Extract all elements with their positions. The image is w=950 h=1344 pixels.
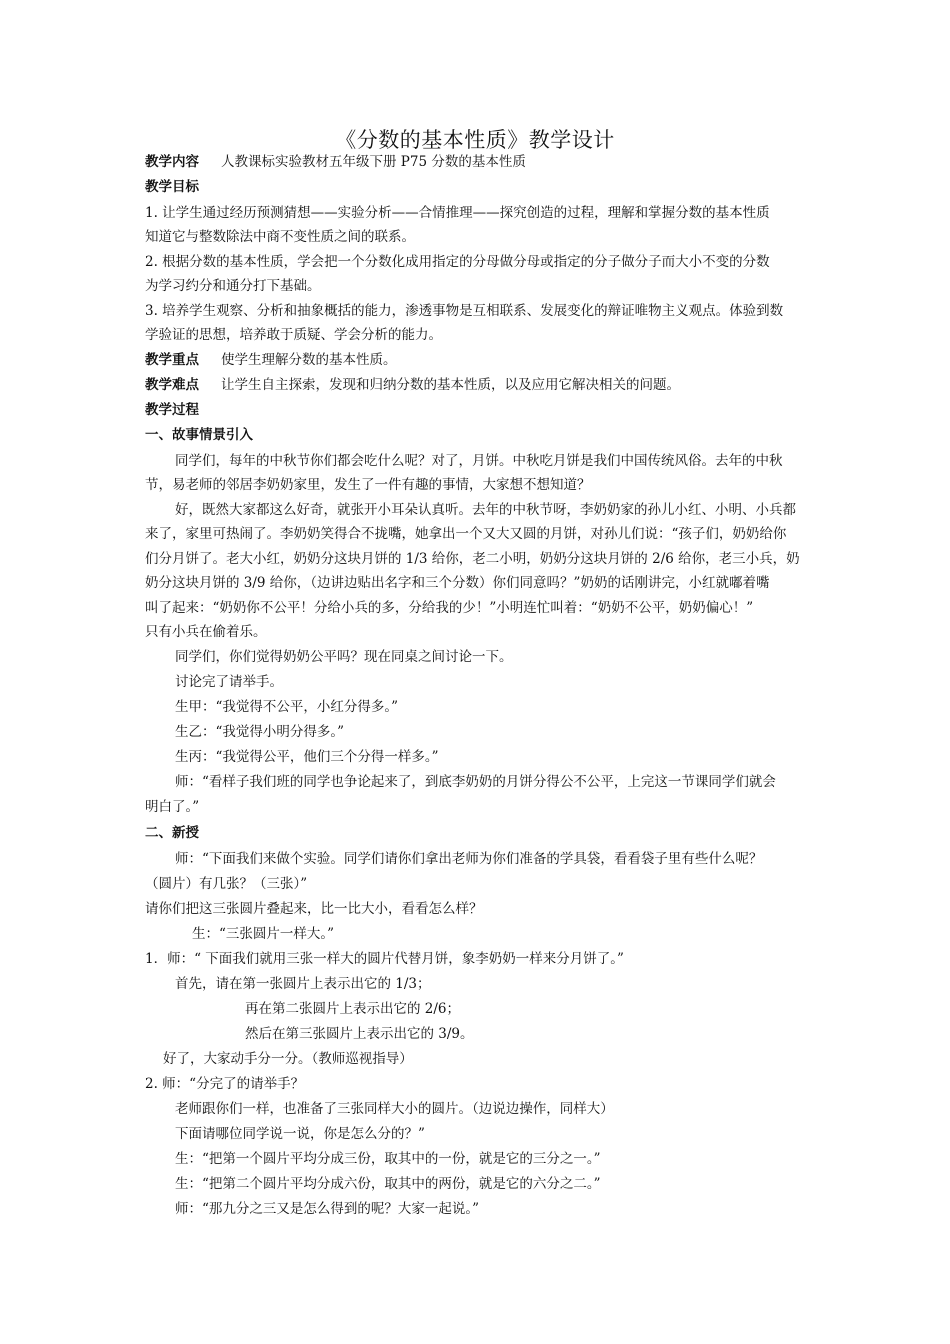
process-heading: 教学过程 bbox=[145, 402, 199, 418]
page-title: 《分数的基本性质》教学设计 bbox=[335, 128, 615, 152]
story-para-2-line-6: 只有小兵在偷着乐。 bbox=[145, 624, 267, 640]
goal-2-line-1: 2. 根据分数的基本性质，学会把一个分数化成用指定的分母做分母或指定的分子做分子而大小不变的分数 bbox=[145, 254, 770, 270]
story-line-11: 生甲：“我觉得不公平，小红分得多。” bbox=[175, 699, 399, 715]
lesson-line-12: 下面请哪位同学说一说，你是怎么分的？” bbox=[175, 1126, 425, 1142]
lesson-line-14: 生：“把第二个圆片平均分成六份，取其中的两份，就是它的六分之二。” bbox=[175, 1176, 601, 1192]
story-para-2-line-1: 好，既然大家都这么好奇，就张开小耳朵认真听。去年的中秋节呀，李奶奶家的孙儿小红、小明、小兵都 bbox=[175, 502, 796, 518]
story-line-13: 生丙：“我觉得公平，他们三个分得一样多。” bbox=[175, 749, 439, 765]
teaching-content-value: 人教课标实验教材五年级下册 P75 分数的基本性质 bbox=[221, 154, 526, 170]
difficulty-label: 教学难点 bbox=[145, 377, 199, 393]
difficulty-value: 让学生自主探索，发现和归纳分数的基本性质，以及应用它解决相关的问题。 bbox=[221, 377, 680, 393]
story-line-12: 生乙：“我觉得小明分得多。” bbox=[175, 724, 345, 740]
lesson-line-9: 好了，大家动手分一分。（教师巡视指导） bbox=[163, 1051, 413, 1067]
section-1-heading: 一、故事情景引入 bbox=[145, 427, 253, 443]
story-para-1-line-2: 节，易老师的邻居李奶奶家里，发生了一件有趣的事情，大家想不想知道？ bbox=[145, 477, 591, 493]
lesson-line-11: 老师跟你们一样，也准备了三张同样大小的圆片。（边说边操作，同样大） bbox=[175, 1101, 614, 1117]
story-para-2-line-2: 来了，家里可热闹了。李奶奶笑得合不拢嘴，她拿出一个又大又圆的月饼，对孙儿们说：“孩子们，奶奶给你 bbox=[145, 526, 787, 542]
section-2-heading: 二、新授 bbox=[145, 825, 199, 841]
goal-1-line-1: 1. 让学生通过经历预测猜想——实验分析——合情推理——探究创造的过程，理解和掌握分数的基本性质 bbox=[145, 205, 770, 221]
lesson-line-6: 首先，请在第一张圆片上表示出它的 1/3； bbox=[175, 976, 431, 992]
teaching-content-label: 教学内容 bbox=[145, 154, 199, 170]
key-point-value: 使学生理解分数的基本性质。 bbox=[221, 352, 397, 368]
story-para-2-line-5: 叫了起来：“奶奶你不公平！分给小兵的多，分给我的少！”小明连忙叫着：“奶奶不公平，奶奶偏心！” bbox=[145, 600, 754, 616]
story-line-9: 同学们，你们觉得奶奶公平吗？现在同桌之间讨论一下。 bbox=[175, 649, 513, 665]
story-line-14: 师：“看样子我们班的同学也争论起来了，到底李奶奶的月饼分得公不公平，上完这一节课同学们就会 bbox=[175, 774, 776, 790]
lesson-line-13: 生：“把第一个圆片平均分成三份，取其中的一份，就是它的三分之一。” bbox=[175, 1151, 601, 1167]
lesson-line-15: 师：“那九分之三又是怎么得到的呢？大家一起说。” bbox=[175, 1201, 480, 1217]
goals-heading: 教学目标 bbox=[145, 179, 199, 195]
key-point-label: 教学重点 bbox=[145, 352, 199, 368]
goal-2-line-2: 为学习约分和通分打下基础。 bbox=[145, 278, 321, 294]
lesson-line-3: 请你们把这三张圆片叠起来，比一比大小，看看怎么样？ bbox=[145, 901, 483, 917]
lesson-line-2: （圆片）有几张？（三张）” bbox=[145, 876, 308, 892]
lesson-line-7: 再在第二张圆片上表示出它的 2/6； bbox=[245, 1001, 461, 1017]
lesson-line-5: 1．师：“ 下面我们就用三张一样大的圆片代替月饼，象李奶奶一样来分月饼了。” bbox=[145, 951, 624, 967]
story-line-10: 讨论完了请举手。 bbox=[175, 674, 283, 690]
story-para-2-line-4: 奶分这块月饼的 3/9 给你，（边讲边贴出名字和三个分数）你们同意吗？”奶奶的话刚讲完，小红就嘟着嘴 bbox=[145, 575, 770, 591]
goal-3-line-2: 学验证的思想，培养敢于质疑、学会分析的能力。 bbox=[145, 327, 442, 343]
lesson-line-1: 师：“下面我们来做个实验。同学们请你们拿出老师为你们准备的学具袋，看看袋子里有些什么呢？ bbox=[175, 851, 763, 867]
story-para-1-line-1: 同学们，每年的中秋节你们都会吃什么呢？对了，月饼。中秋吃月饼是我们中国传统风俗。去年的中秋 bbox=[175, 453, 783, 469]
difficulty-row bbox=[145, 375, 680, 395]
goal-3-line-1: 3. 培养学生观察、分析和抽象概括的能力，渗透事物是互相联系、发展变化的辩证唯物主义观点。体验到数 bbox=[145, 303, 784, 319]
story-line-15: 明白了。” bbox=[145, 799, 200, 815]
lesson-line-4: 生：“三张圆片一样大。” bbox=[192, 926, 335, 942]
teaching-content-row bbox=[145, 152, 526, 172]
story-para-2-line-3: 们分月饼了。老大小红，奶奶分这块月饼的 1/3 给你，老二小明，奶奶分这块月饼的 2/6 给你，老三小兵，奶 bbox=[145, 551, 800, 567]
lesson-line-8: 然后在第三张圆片上表示出它的 3/9。 bbox=[245, 1026, 474, 1042]
key-point-row bbox=[145, 350, 397, 370]
goal-1-line-2: 知道它与整数除法中商不变性质之间的联系。 bbox=[145, 229, 415, 245]
lesson-line-10: 2. 师：“分完了的请举手？ bbox=[145, 1076, 305, 1092]
